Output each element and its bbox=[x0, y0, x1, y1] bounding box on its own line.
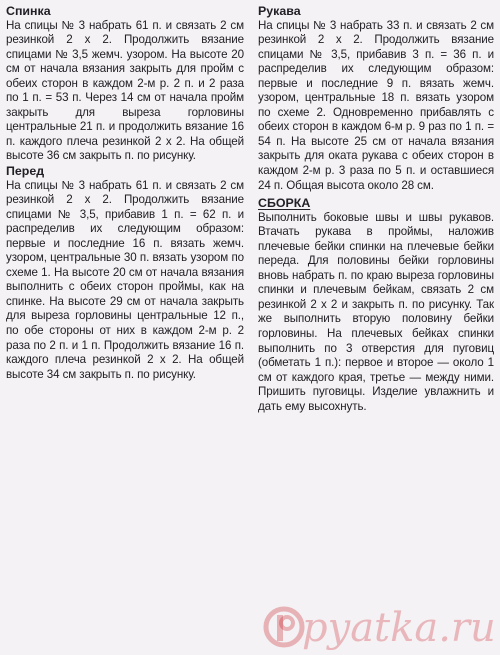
section-title-sborka: СБОРКА bbox=[258, 196, 311, 211]
left-column bbox=[6, 4, 244, 382]
watermark-p-icon bbox=[262, 605, 306, 649]
section-text-sborka: Выполнить боковые швы и швы рукавов. Втачать рукава в проймы, наложив плечевые бейки спинки на плечевые бейки переда. Для половины бейки горловины вновь набрать п. по краю выреза горловины спинки и плечевым бейкам, связать 2 см резинкой 2 х 2 и закрыть п. по рисунку. Так же выполнить вторую половину бейки горловины. На плечевых бейках спинки выполнить по 3 отверстия для пуговиц (обметать 1 п.): первое и второе — около 1 см от каждого края, третье — между ними. Пришить пуговицы. Изделие увлажнить и дать ему высохнуть. bbox=[258, 210, 494, 413]
section-text-spinka: На спицы № 3 набрать 61 п. и связать 2 см резинкой 2 х 2. Продолжить вязание спицами № 3,5 жемч. узором. На высоте 20 см от начала вязания закрыть для пройм с обеих сторон в каждом 2-м р. 2 п. и 2 раза по 1 п. = 53 п. Через 14 см от начала пройм закрыть для выреза горловины центральные 21 п. и продолжить вязание 16 п. каждого плеча резинкой 2 х 2. На общей высоте 36 см закрыть п. по рисунку. bbox=[6, 18, 244, 163]
watermark-logo bbox=[262, 603, 496, 653]
section-title-spinka: Спинка bbox=[6, 4, 51, 18]
section-title-rukava: Рукава bbox=[258, 4, 301, 18]
watermark-text: pyatka.ru bbox=[302, 605, 496, 651]
right-column bbox=[258, 4, 494, 414]
section-text-rukava: На спицы № 3 набрать 33 п. и связать 2 см резинкой 2 х 2. Продолжить вязание спицами № 3,5, прибавив 3 п. = 36 п. и распределив их следующим образом: первые и последние 9 п. вязать жемч. узором, центральные 18 п. вязать узором по схеме 2. Одновременно прибавлять с обеих сторон в каждом 6-м р. 9 раз по 1 п. = 54 п. На высоте 25 см от начала вязания закрыть для оката рукава с обеих сторон в каждом 2-м р. 3 раза по 5 п. и оставшиеся 24 п. Общая высота около 28 см. bbox=[258, 18, 494, 192]
section-text-pered: На спицы № 3 набрать 61 п. и связать 2 см резинкой 2 х 2. Продолжить вязание спицами № 3,5, прибавив 1 п. = 62 п. и распределив их следующим образом: первые и последние 16 п. вязать жемч. узором, центральные 30 п. вязать узором по схеме 1. На высоте 20 см от начала вязания выполнить с обеих сторон проймы, как на спинке. На высоте 29 см от начала закрыть для выреза горловины центральные 12 п., по обе стороны от них в каждом 2-м р. 2 раза по 2 п. и 1 п. Продолжить вязание 16 п. каждого плеча резинкой 2 х 2. На общей высоте 34 см закрыть п. по рисунку. bbox=[6, 178, 244, 381]
section-title-pered: Перед bbox=[6, 164, 45, 179]
